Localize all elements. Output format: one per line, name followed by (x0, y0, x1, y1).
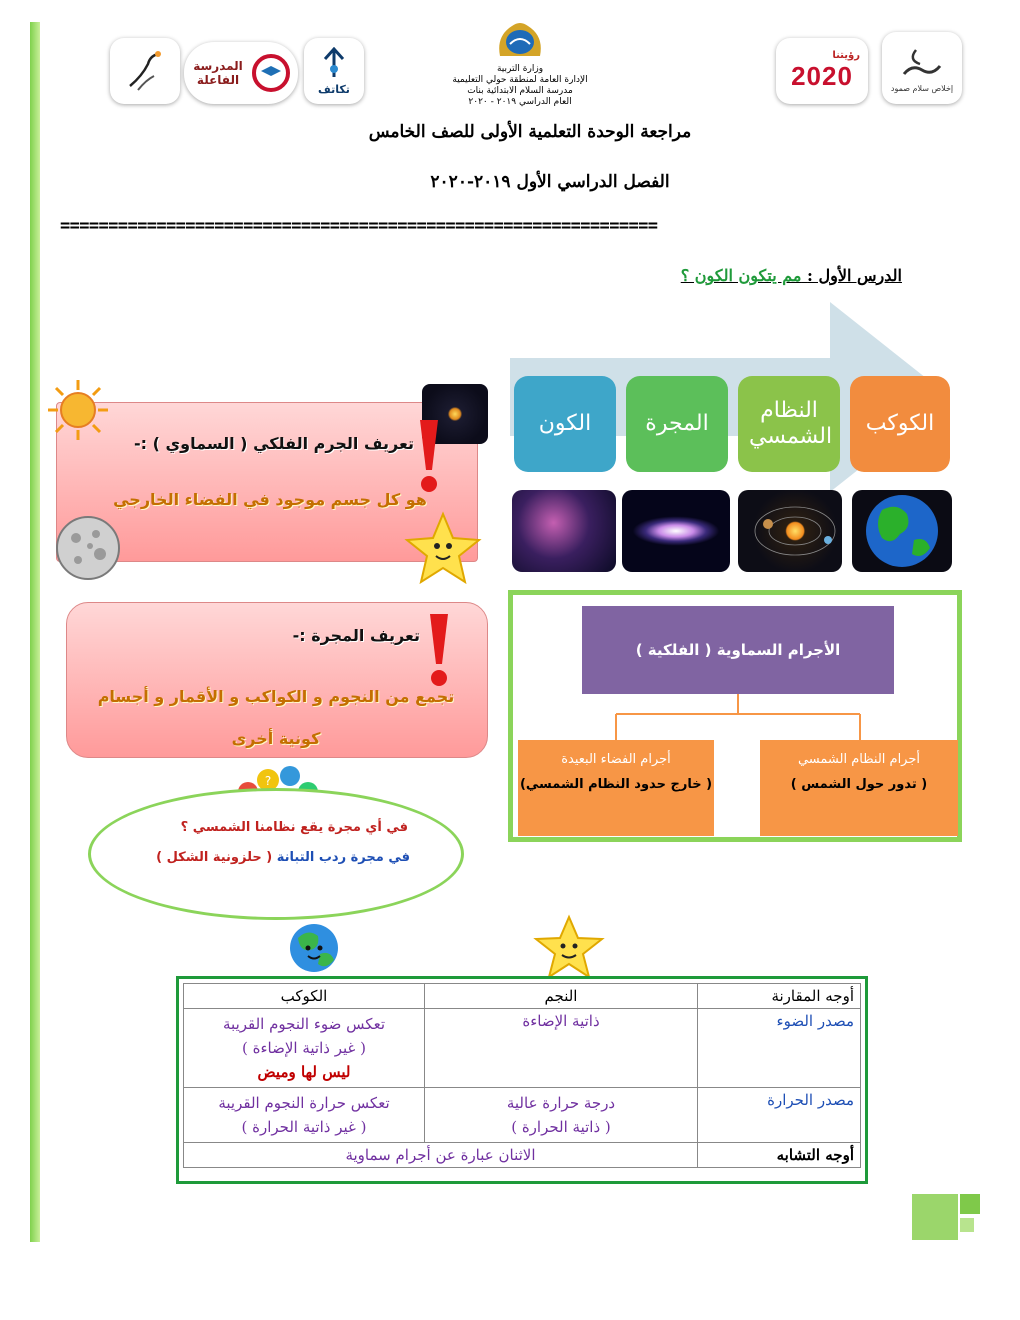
ministry-line: الإدارة العامة لمنطقة حولي التعليمية (452, 75, 588, 85)
planet-cell (184, 1088, 425, 1143)
table-row (184, 1088, 861, 1143)
planet-heat-note: ( غير ذاتية الحرارة ) (241, 1118, 367, 1136)
star-heat-note: ( ذاتية الحرارة ) (511, 1118, 611, 1136)
separator-line: ============================================================== (60, 216, 658, 236)
header-cell: الكوكب (184, 984, 425, 1009)
logo-runner (110, 38, 180, 104)
table-header-row (184, 984, 861, 1009)
aspect-cell: مصدر الحرارة (698, 1088, 861, 1143)
galaxy-definition-title: تعريف المجرة :- (292, 626, 420, 645)
hierarchy-label: الكوكب (865, 411, 935, 436)
similarity-cell: الاثنان عبارة عن أجرام سماوية (184, 1143, 698, 1168)
planet-light-text: تعكس ضوء النجوم القريبة (223, 1015, 385, 1033)
hierarchy-box-universe (514, 376, 616, 472)
table-row (184, 1009, 861, 1088)
aspect-cell: أوجه التشابه (698, 1143, 861, 1168)
question-text: في أي مجرة يقع نظامنا الشمسي ؟ (180, 820, 408, 835)
solar-bodies-note: ( تدور حول الشمس ) (790, 777, 928, 792)
ministry-line: العام الدراسي ٢٠١٩ - ٢٠٢٠ (468, 97, 572, 107)
answer-line (110, 850, 410, 865)
galaxy-image (622, 490, 730, 572)
takatuf-icon (317, 47, 351, 83)
solar-system-image (738, 490, 842, 572)
planet-heat-text: تعكس حرارة النجوم القريبة (218, 1094, 390, 1112)
hierarchy-label: الكون (538, 411, 592, 436)
star-cell: ذاتية الإضاءة (425, 1009, 698, 1088)
moon-icon (48, 512, 130, 582)
wave-icon (898, 44, 946, 84)
page-subtitle: الفصل الدراسي الأول ٢٠١٩-٢٠٢٠ (430, 172, 670, 192)
earth-icon (852, 490, 952, 572)
answer-text: في مجرة ردب التبانة (276, 850, 410, 865)
comparison-table (183, 983, 861, 1168)
ministry-text (430, 64, 610, 108)
far-space-title: أجرام الفضاء البعيدة (561, 752, 671, 767)
lesson-label: الدرس الأول : (807, 266, 902, 285)
solar-bodies-title: أجرام النظام الشمسي (797, 752, 921, 767)
star-character-icon (402, 510, 484, 588)
star-heat-text: درجة حرارة عالية (506, 1094, 616, 1112)
logo-active-school-text: المدرسة الفاعلة (193, 59, 243, 87)
hierarchy-box-solar-system (738, 376, 840, 472)
planet-image (852, 490, 952, 572)
hierarchy-box-galaxy (626, 376, 728, 472)
logo-vision-2020 (776, 38, 868, 104)
aspect-cell: مصدر الضوء (698, 1009, 861, 1088)
logo-takatuf (304, 38, 364, 104)
earth-character-icon (286, 920, 342, 976)
planet-cell (184, 1009, 425, 1088)
exclamation-icon (414, 418, 444, 494)
tree-connector-lines (600, 694, 880, 740)
celestial-body-definition-text: هو كل جسم موجود في الفضاء الخارجي (113, 490, 427, 509)
far-space-note: ( خارج حدود النظام الشمسي) (519, 777, 713, 792)
planet-twinkle-text: ليس لها وميض (257, 1063, 351, 1081)
hierarchy-label: النظام الشمسي (749, 398, 833, 449)
header-cell: النجم (425, 984, 698, 1009)
universe-image (512, 490, 616, 572)
ministry-line: مدرسة السلام الابتدائية بنات (467, 86, 573, 96)
answer-note: ( حلزونية الشكل ) (156, 850, 273, 865)
logo-salam-text: إخلاص سلام صمود (890, 83, 954, 93)
logo-salam-school (882, 32, 962, 104)
logo-takatuf-text: تكاتف (318, 82, 350, 96)
left-border-bar (30, 22, 40, 1242)
ministry-emblem-icon (492, 16, 548, 62)
page-title: مراجعة الوحدة التعلمية الأولى للصف الخامس (368, 122, 692, 142)
celestial-body-definition-title: تعريف الجرم الفلكي ( السماوي ) :- (134, 434, 414, 453)
header-cell: أوجه المقارنة (698, 984, 861, 1009)
logo-vision-year: 2020 (791, 61, 853, 91)
star-cell (425, 1088, 698, 1143)
solar-system-bodies-box (760, 740, 958, 836)
sun-icon (46, 378, 110, 442)
far-space-bodies-box (518, 740, 714, 836)
runner-icon (120, 46, 170, 96)
celestial-bodies-root: الأجرام السماوية ( الفلكية ) (582, 606, 894, 694)
planet-light-note: ( غير ذاتية الإضاءة ) (242, 1039, 366, 1057)
logo-active-school (184, 42, 298, 104)
ministry-line: وزارة التربية (496, 64, 544, 74)
lesson-heading (681, 266, 902, 285)
orbits-icon (738, 490, 842, 572)
galaxy-definition-text: تجمع من النجوم و الكواكب و الأقمار و أجسام كونية أخرى (97, 687, 455, 748)
svg-text:?: ? (264, 774, 272, 788)
hierarchy-label: المجرة (645, 411, 709, 436)
star-character-icon (532, 914, 606, 980)
hierarchy-box-planet (850, 376, 950, 472)
corner-squares-decoration (912, 1194, 982, 1244)
comparison-table-frame (176, 976, 868, 1184)
logo-vision-text: رؤيتنا (832, 50, 860, 61)
table-row (184, 1143, 861, 1168)
lesson-question: مم يتكون الكون ؟ (680, 266, 802, 285)
graduation-icon (251, 53, 291, 93)
